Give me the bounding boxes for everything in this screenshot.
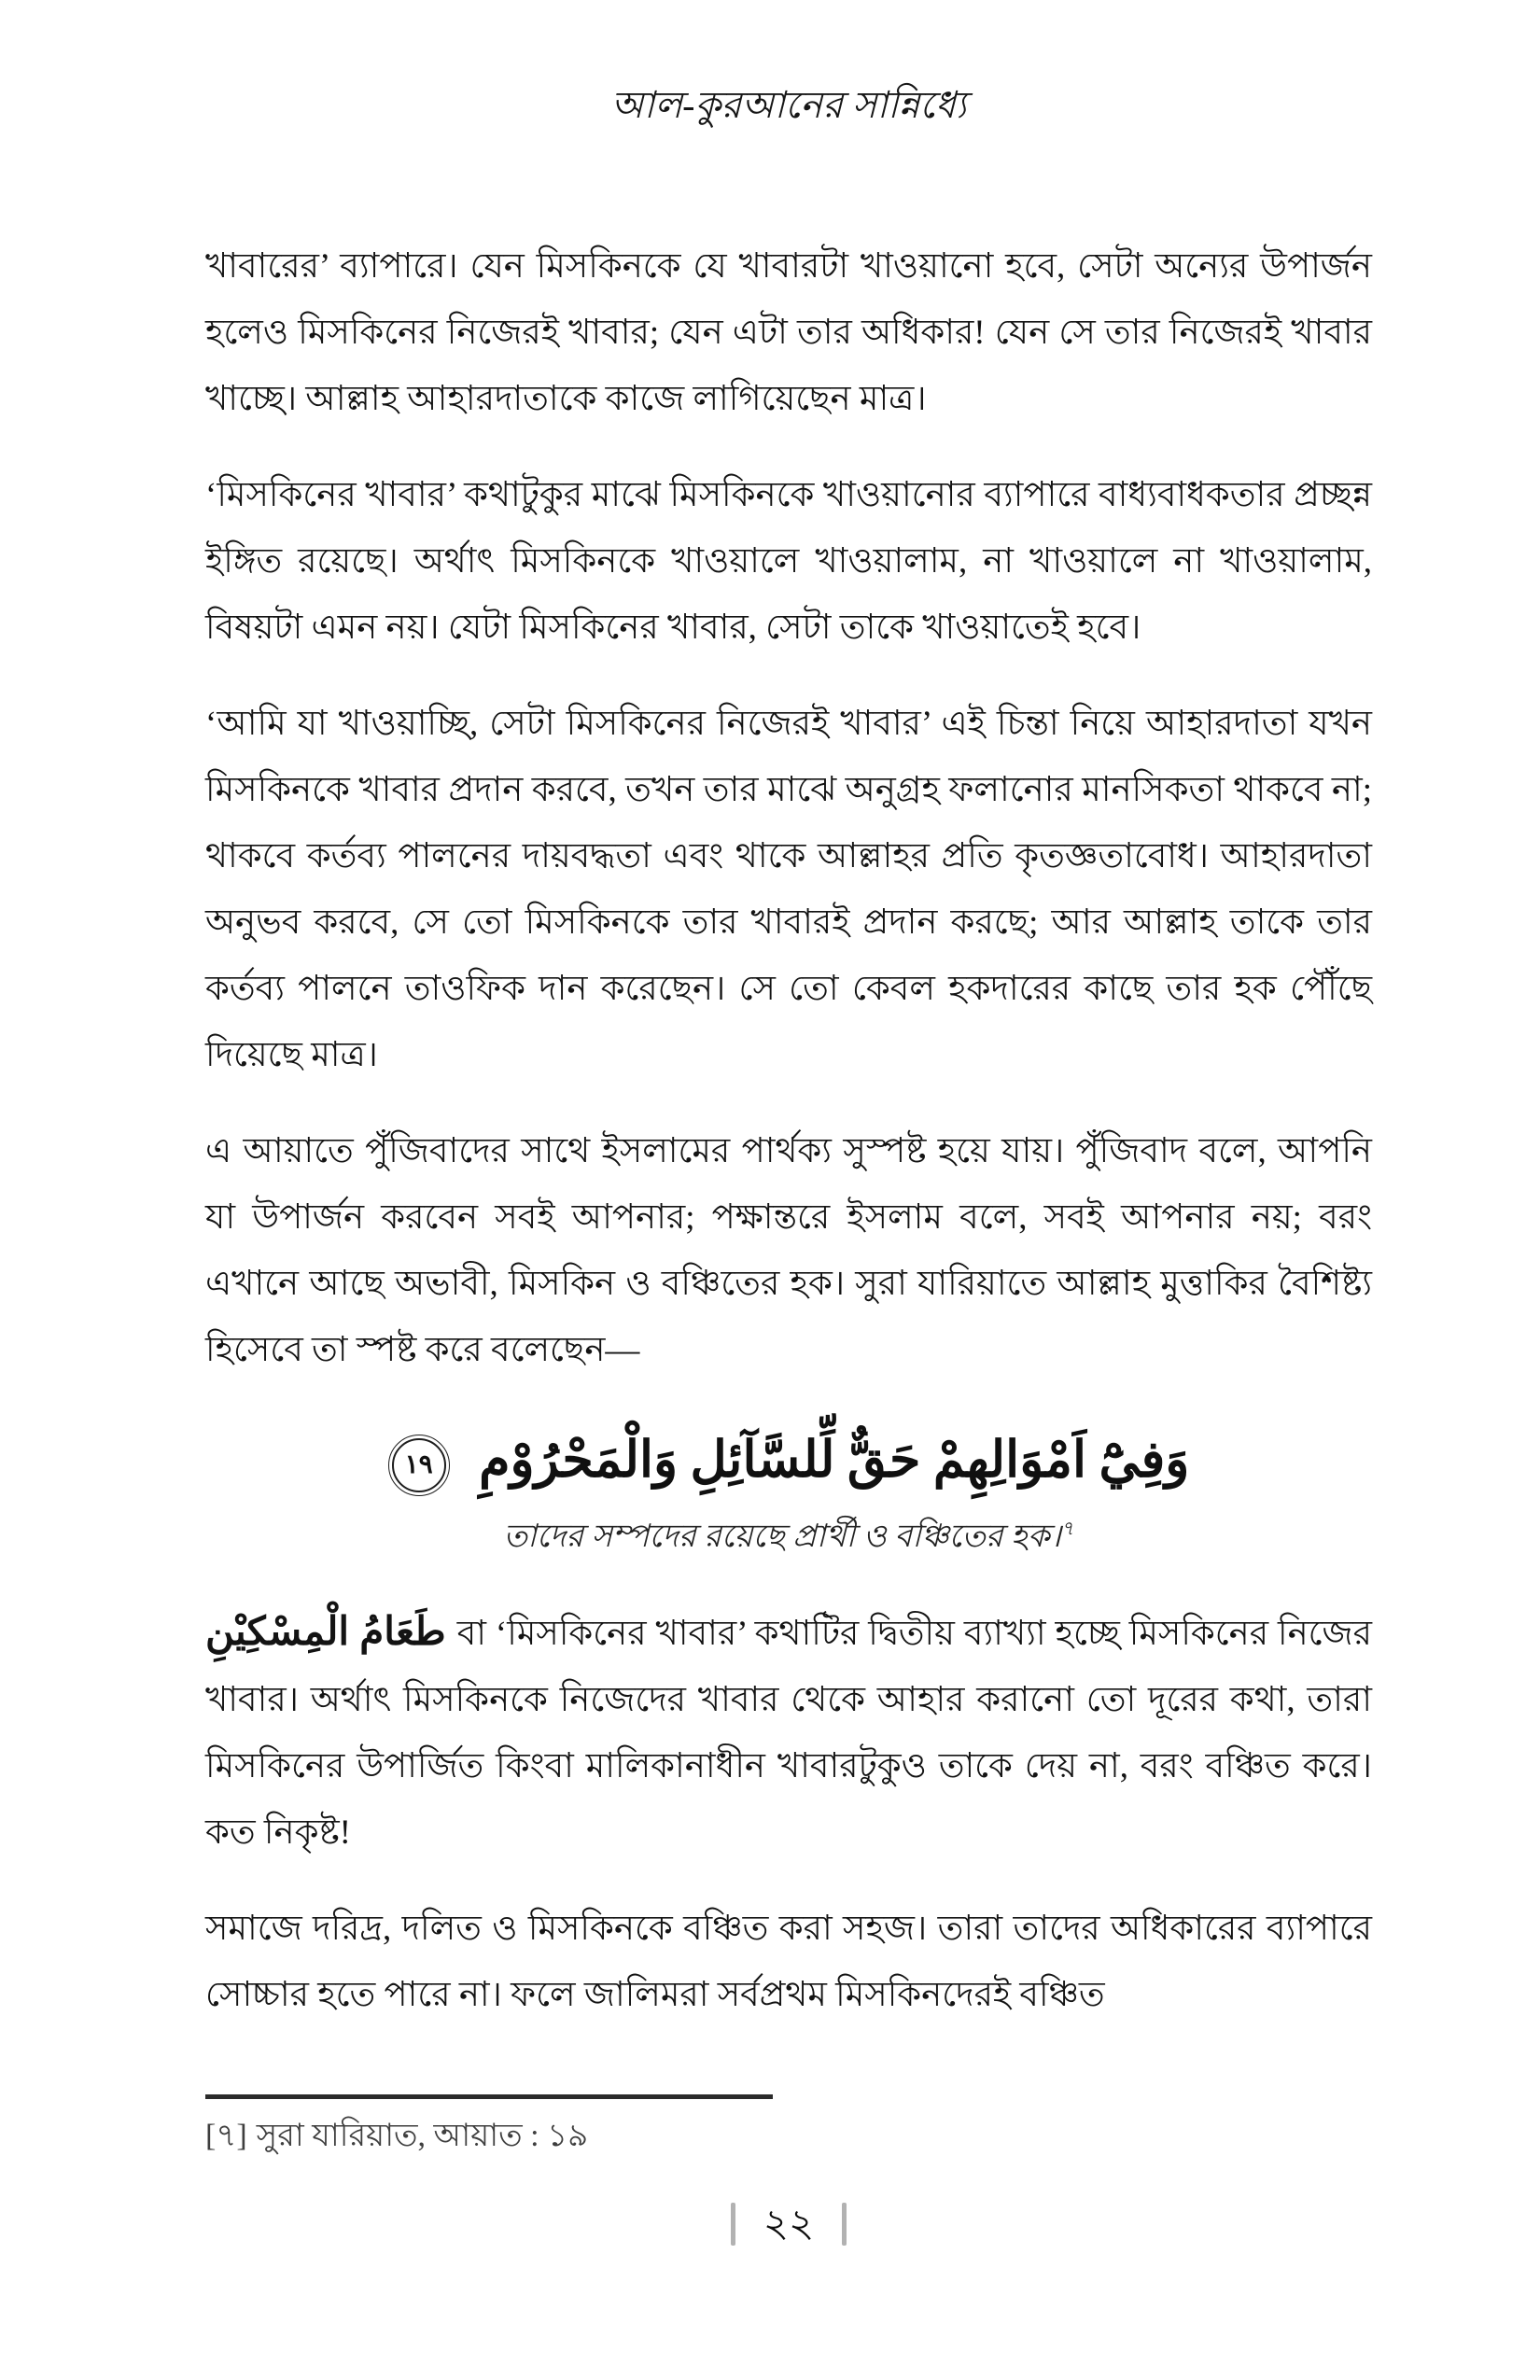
paragraph-2: ‘মিসকিনের খাবার’ কথাটুকুর মাঝে মিসকিনকে খাওয়ানোর ব্যাপারে বাধ্যবাধকতার প্রচ্ছন্ন ইঙ্গিত রয়েছে। অর্থাৎ মিসকিনকে খাওয়ালে খাওয়ালাম, না খাওয়ালে না খাওয়ালাম, বিষয়টা এমন নয়। যেটা মিসকিনের খাবার, সেটা তাকে খাওয়াতেই হবে। — [205, 476, 1372, 647]
paragraph-5-text: বা ‘মিসকিনের খাবার’ কথাটির দ্বিতীয় ব্যাখ্যা হচ্ছে মিসকিনের নিজের খাবার। অর্থাৎ মিসকিনকে নিজেদের খাবার থেকে আহার করানো তো দূরের কথা, তারা মিসকিনের উপার্জিত কিংবা মালিকানাধীন খাবারটুকুও তাকে দেয় না, বরং বঞ্চিত করে। কত নিকৃষ্ট! — [205, 1615, 1372, 1852]
footer-right-bar — [842, 2203, 847, 2246]
paragraph-5 — [205, 1600, 1372, 1866]
footnote-text: সুরা যারিয়াত, আয়াত : ১৯ — [256, 2119, 589, 2153]
page-footer — [205, 2203, 1372, 2246]
footnote-area — [205, 2094, 1372, 2157]
paragraph-6: সমাজে দরিদ্র, দলিত ও মিসকিনকে বঞ্চিত করা সহজ। তারা তাদের অধিকারের ব্যাপারে সোচ্চার হতে পারে না। ফলে জালিমরা সর্বপ্রথম মিসকিনদেরই বঞ্চিত — [205, 1910, 1372, 2014]
footnote — [205, 2116, 1372, 2157]
page-number: ২২ — [763, 2203, 815, 2246]
verse-translation-text: তাদের সম্পদের রয়েছে প্রার্থী ও বঞ্চিতের হক। — [503, 1519, 1061, 1554]
quran-verse-arabic — [205, 1413, 1372, 1506]
ayah-number-medallion: ١٩ — [392, 1438, 446, 1492]
inline-arabic-phrase: طَعَامُ الْمِسْكِيْنِ — [205, 1611, 446, 1654]
verse-arabic-text: وَفِيْٓ اَمْوَالِهِمْ حَقٌّ لِّلسَّآئِلِ وَالْمَحْرُوْمِ — [479, 1432, 1190, 1488]
verse-translation — [205, 1514, 1372, 1561]
paragraph-1: খাবারের’ ব্যাপারে। যেন মিসকিনকে যে খাবারটা খাওয়ানো হবে, সেটা অন্যের উপার্জন হলেও মিসকিনের নিজেরই খাবার; যেন এটা তার অধিকার! যেন সে তার নিজেরই খাবার খাচ্ছে। আল্লাহ আহারদাতাকে কাজে লাগিয়েছেন মাত্র। — [205, 247, 1372, 418]
footnote-separator-rule — [205, 2094, 773, 2099]
footnote-reference: ৭ — [1060, 1517, 1074, 1540]
paragraph-4: এ আয়াতে পুঁজিবাদের সাথে ইসলামের পার্থক্য সুস্পষ্ট হয়ে যায়। পুঁজিবাদ বলে, আপনি যা উপার্জন করবেন সবই আপনার; পক্ষান্তরে ইসলাম বলে, সবই আপনার নয়; বরং এখানে আছে অভাবী, মিসকিন ও বঞ্চিতের হক। সুরা যারিয়াতে আল্লাহ মুত্তাকির বৈশিষ্ট্য হিসেবে তা স্পষ্ট করে বলেছেন— — [205, 1132, 1372, 1369]
footnote-marker: [৭] — [205, 2119, 247, 2153]
running-head: আল-কুরআনের সান্নিধ্যে — [610, 84, 967, 126]
paragraph-3: ‘আমি যা খাওয়াচ্ছি, সেটা মিসকিনের নিজেরই খাবার’ এই চিন্তা নিয়ে আহারদাতা যখন মিসকিনকে খাবার প্রদান করবে, তখন তার মাঝে অনুগ্রহ ফলানোর মানসিকতা থাকবে না; থাকবে কর্তব্য পালনের দায়বদ্ধতা এবং থাকে আল্লাহর প্রতি কৃতজ্ঞতাবোধ। আহারদাতা অনুভব করবে, সে তো মিসকিনকে তার খাবারই প্রদান করছে; আর আল্লাহ তাকে তার কর্তব্য পালনে তাওফিক দান করেছেন। সে তো কেবল হকদারের কাছে তার হক পৌঁছে দিয়েছে মাত্র। — [205, 705, 1372, 1074]
footer-left-bar — [731, 2203, 735, 2246]
